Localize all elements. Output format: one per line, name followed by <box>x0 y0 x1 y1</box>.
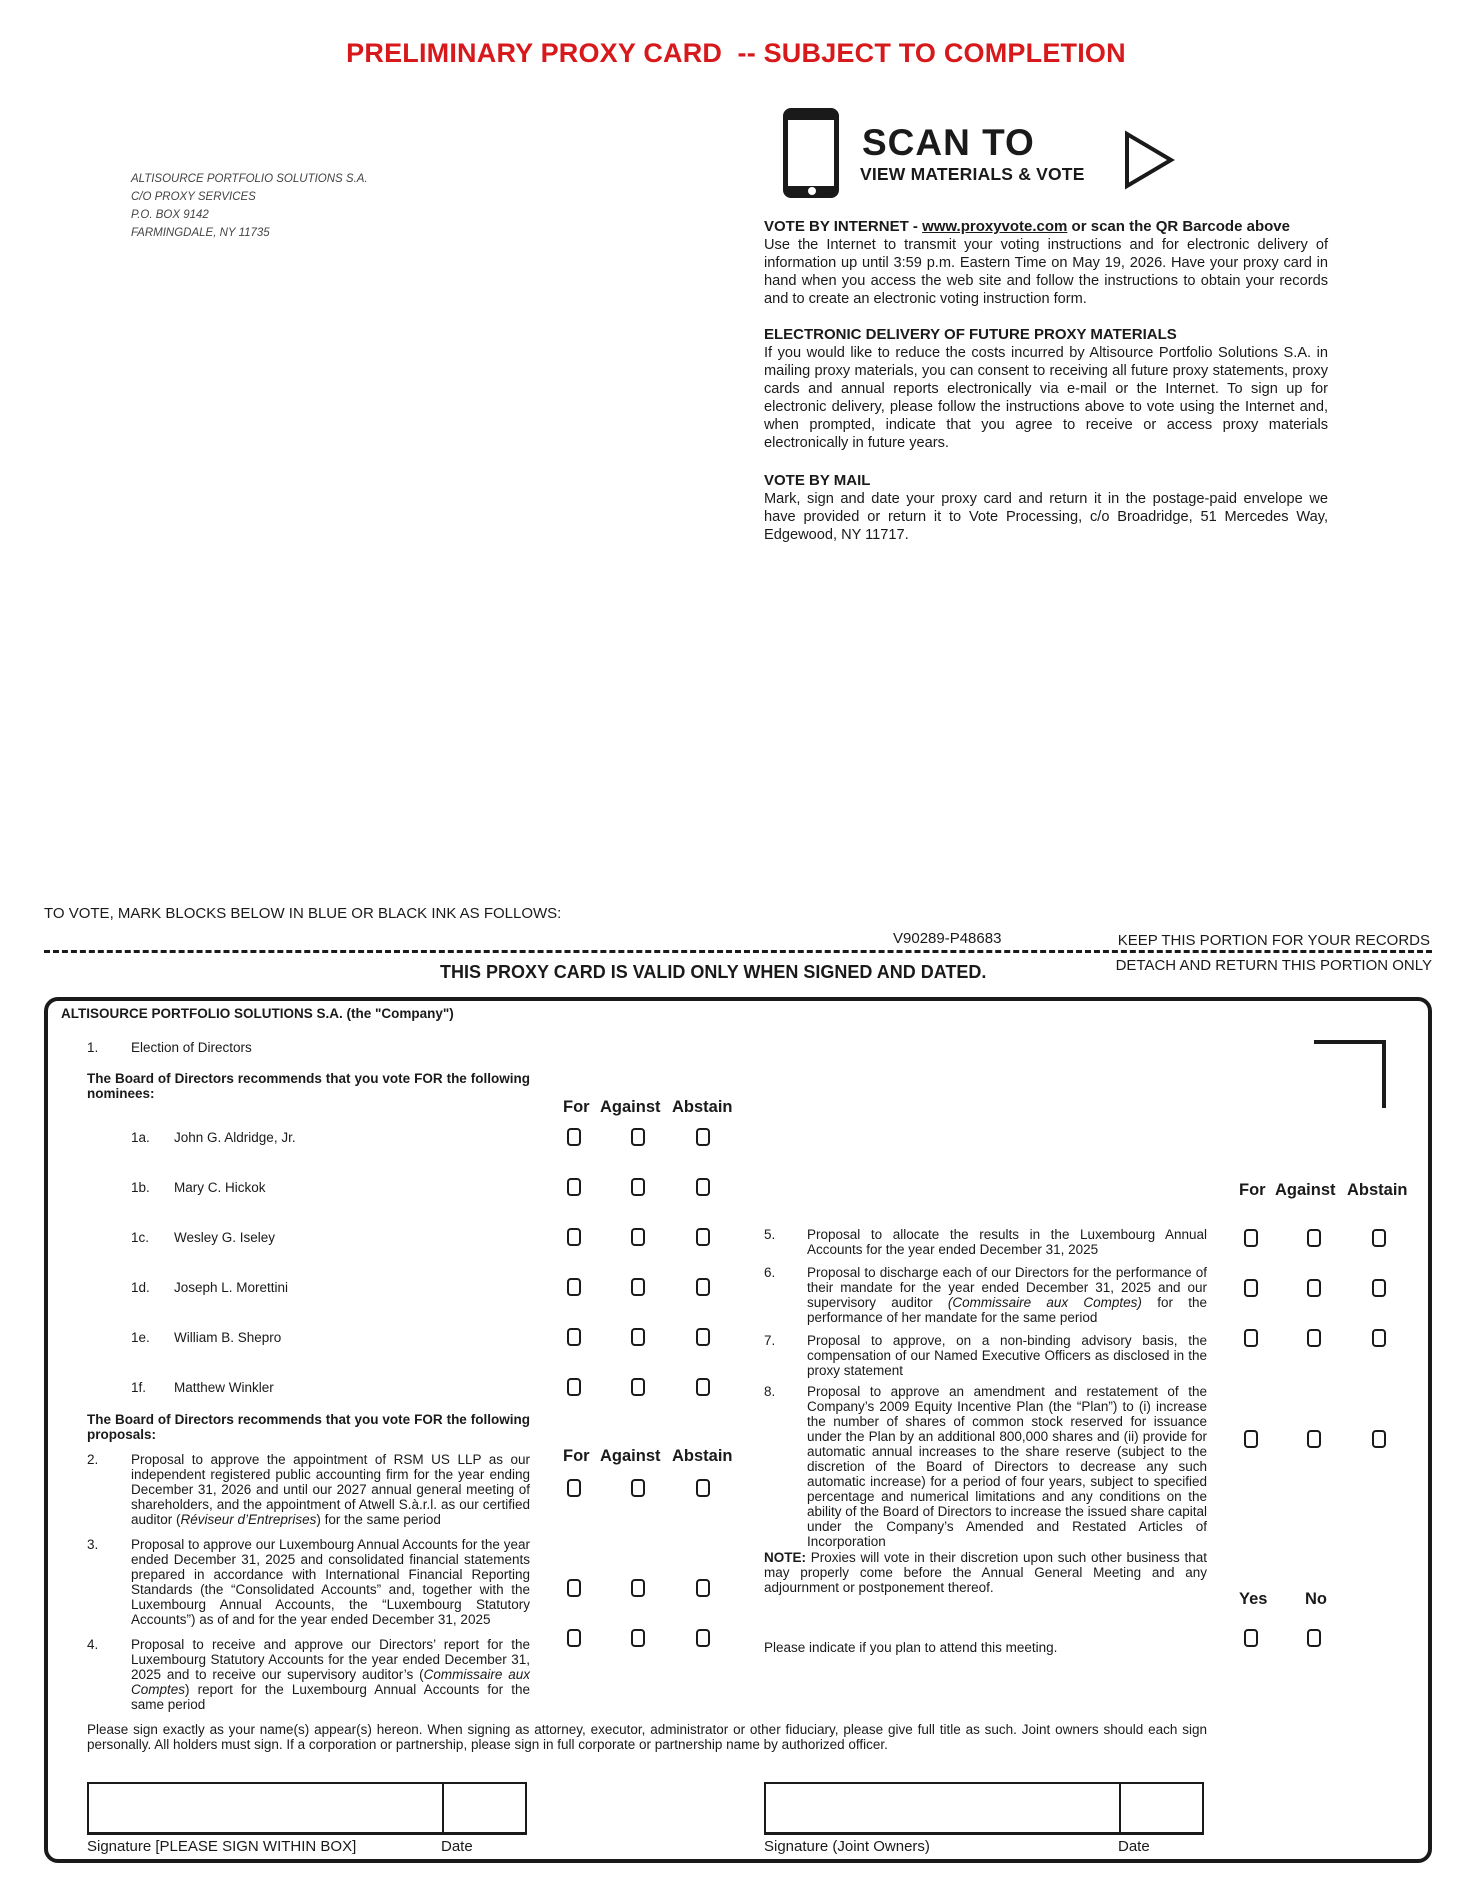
vote-abstain-checkbox[interactable] <box>696 1479 710 1497</box>
electronic-delivery-section <box>764 326 1328 452</box>
proposal-number: 5. <box>764 1227 776 1242</box>
attend-no-checkbox[interactable] <box>1307 1629 1321 1647</box>
vote-for-checkbox[interactable] <box>567 1479 581 1497</box>
nominee-number: 1a. <box>131 1130 150 1145</box>
vote-against-checkbox[interactable] <box>1307 1279 1321 1297</box>
proposal-3-text: Proposal to approve our Luxembourg Annual Accounts for the year ended December 31, 2025 and consolidated financial statements prepared in accordance with International Financial Reporting Standards (the “Consolidated Accounts” and, together with the Luxembourg Annual Accounts, the “Luxembourg Statutory Accounts”) as of and for the year ended December 31, 2025 <box>131 1537 530 1627</box>
col-for: For <box>563 1098 590 1116</box>
recommendation-proposals: The Board of Directors recommends that you vote FOR the following proposals: <box>87 1412 530 1442</box>
company-name: ALTISOURCE PORTFOLIO SOLUTIONS S.A. (the "Company") <box>61 1006 454 1021</box>
proposal-number: 4. <box>87 1637 99 1652</box>
page-title: PRELIMINARY PROXY CARD -- SUBJECT TO COMPLETION <box>346 38 1126 68</box>
vote-abstain-checkbox[interactable] <box>1372 1279 1386 1297</box>
address-line: P.O. BOX 9142 <box>131 209 209 221</box>
address-line: FARMINGDALE, NY 11735 <box>131 227 270 239</box>
proposal-2-text: Proposal to approve the appointment of RSM US LLP as our independent registered public accounting firm for the year ending December 31, 2026 and until our 2027 annual general meeting of shareholders, and the appointment of Atwell S.à.r.l. as our certified auditor (Réviseur d’Entreprises) for the same period <box>131 1452 530 1527</box>
vote-for-checkbox[interactable] <box>567 1228 581 1246</box>
nominee-number: 1f. <box>131 1380 147 1395</box>
electronic-delivery-body: If you would like to reduce the costs incurred by Altisource Portfolio Solutions S.A. in mailing proxy materials, you can consent to receiving all future proxy statements, proxy cards and annual reports electronically via e-mail or the Internet. To sign up for electronic delivery, please follow the instructions above to vote using the Internet and, when prompted, indicate that you agree to receive or access proxy materials electronically in future years. <box>764 345 1328 451</box>
col-against: Against <box>1275 1181 1336 1199</box>
col-for: For <box>1239 1181 1266 1199</box>
vote-for-checkbox[interactable] <box>567 1178 581 1196</box>
nominee-name: Matthew Winkler <box>174 1380 274 1395</box>
signature-box[interactable] <box>87 1782 527 1834</box>
return-address <box>131 170 368 242</box>
col-against: Against <box>600 1098 661 1116</box>
vote-against-checkbox[interactable] <box>631 1278 645 1296</box>
vote-against-checkbox[interactable] <box>1307 1430 1321 1448</box>
vote-against-checkbox[interactable] <box>631 1128 645 1146</box>
corner-mark <box>1314 1040 1386 1108</box>
vote-against-checkbox[interactable] <box>631 1629 645 1647</box>
col-yes: Yes <box>1239 1590 1268 1608</box>
vote-for-checkbox[interactable] <box>1244 1329 1258 1347</box>
proposal-8-text: Proposal to approve an amendment and restatement of the Company’s 2009 Equity Incentive Plan (the “Plan”) to (i) increase the number of shares of common stock reserved for issuance under the Plan by an additional 800,000 shares and (ii) provide for automatic annual increases to the share reserve (subject to the discretion of the Board of Directors to decrease any such automatic increase) for a period of four years, subject to specified percentage and numerical limitations and any conditions on the ability of the Board of Directors to increase the issued share capital under the Company’s Amended and Restated Articles of Incorporation <box>807 1384 1207 1549</box>
vote-for-checkbox[interactable] <box>1244 1430 1258 1448</box>
vote-mail-heading: VOTE BY MAIL <box>764 472 871 489</box>
signing-instructions: Please sign exactly as your name(s) appear(s) hereon. When signing as attorney, executor, administrator or other fiduciary, please give full title as such. Joint owners should each sign personally. All holders must sign. If a corporation or partnership, please sign in full corporate or partnership name by authorized officer. <box>87 1722 1207 1752</box>
vote-for-checkbox[interactable] <box>567 1128 581 1146</box>
scan-to-heading: SCAN TO <box>862 122 1035 163</box>
proposal-7-text: Proposal to approve, on a non-binding advisory basis, the compensation of our Named Executive Officers as disclosed in the proxy statement <box>807 1333 1207 1378</box>
vote-for-checkbox[interactable] <box>567 1278 581 1296</box>
vote-abstain-checkbox[interactable] <box>1372 1229 1386 1247</box>
vote-mail-body: Mark, sign and date your proxy card and return it in the postage-paid envelope we have provided or return it to Vote Processing, c/o Broadridge, 51 Mercedes Way, Edgewood, NY 11717. <box>764 491 1328 543</box>
vote-internet-heading: VOTE BY INTERNET - www.proxyvote.com or scan the QR Barcode above <box>764 218 1290 235</box>
marking-instructions: TO VOTE, MARK BLOCKS BELOW IN BLUE OR BLACK INK AS FOLLOWS: <box>44 905 562 922</box>
vote-abstain-checkbox[interactable] <box>696 1128 710 1146</box>
col-for: For <box>563 1447 590 1465</box>
play-arrow-icon <box>1123 130 1175 190</box>
vote-against-checkbox[interactable] <box>631 1579 645 1597</box>
nominee-number: 1d. <box>131 1280 150 1295</box>
smartphone-icon <box>783 108 839 198</box>
electronic-delivery-heading: ELECTRONIC DELIVERY OF FUTURE PROXY MATERIALS <box>764 326 1177 343</box>
vote-against-checkbox[interactable] <box>1307 1229 1321 1247</box>
nominee-number: 1b. <box>131 1180 150 1195</box>
vote-against-checkbox[interactable] <box>631 1479 645 1497</box>
detach-portion-label: DETACH AND RETURN THIS PORTION ONLY <box>1115 957 1432 974</box>
proposal-number: 8. <box>764 1384 776 1399</box>
vote-abstain-checkbox[interactable] <box>696 1228 710 1246</box>
proposal-6-text: Proposal to discharge each of our Directors for the performance of their mandate for the year ended December 31, 2025 and our supervisory auditor (Commissaire aux Comptes) for the performance of her mandate for the same period <box>807 1265 1207 1325</box>
vote-abstain-checkbox[interactable] <box>696 1278 710 1296</box>
control-code: V90289-P48683 <box>893 930 1002 947</box>
vote-internet-body: Use the Internet to transmit your voting instructions and for electronic delivery of information up until 3:59 p.m. Eastern Time on May 19, 2026. Have your proxy card in hand when you access the web site and follow the instructions to obtain your records and to create an electronic voting instruction form. <box>764 237 1328 307</box>
vote-for-checkbox[interactable] <box>1244 1279 1258 1297</box>
vote-against-checkbox[interactable] <box>631 1228 645 1246</box>
vote-against-checkbox[interactable] <box>631 1378 645 1396</box>
nominee-name: William B. Shepro <box>174 1330 282 1345</box>
address-line: C/O PROXY SERVICES <box>131 191 256 203</box>
valid-notice: THIS PROXY CARD IS VALID ONLY WHEN SIGNED AND DATED. <box>440 962 987 982</box>
proposal-5-text: Proposal to allocate the results in the Luxembourg Annual Accounts for the year ended December 31, 2025 <box>807 1227 1207 1257</box>
col-against: Against <box>600 1447 661 1465</box>
col-no: No <box>1305 1590 1327 1608</box>
proposal-number: 3. <box>87 1537 99 1552</box>
nominee-number: 1e. <box>131 1330 150 1345</box>
nominee-name: Wesley G. Iseley <box>174 1230 276 1245</box>
vote-against-checkbox[interactable] <box>631 1178 645 1196</box>
vote-for-checkbox[interactable] <box>567 1629 581 1647</box>
scan-subheading: VIEW MATERIALS & VOTE <box>860 164 1085 184</box>
detach-line <box>44 950 1432 953</box>
date-label: Date <box>441 1838 473 1855</box>
item-1-label: Election of Directors <box>131 1040 252 1055</box>
joint-signature-box[interactable] <box>764 1782 1204 1834</box>
proposal-number: 7. <box>764 1333 776 1348</box>
vote-by-mail-section <box>764 472 1328 544</box>
nominee-name: Joseph L. Morettini <box>174 1280 289 1295</box>
signature-label: Signature [PLEASE SIGN WITHIN BOX] <box>87 1838 357 1855</box>
recommendation-nominees: The Board of Directors recommends that you vote FOR the following nominees: <box>87 1071 530 1101</box>
vote-abstain-checkbox[interactable] <box>1372 1329 1386 1347</box>
nominee-number: 1c. <box>131 1230 150 1245</box>
vote-abstain-checkbox[interactable] <box>1372 1430 1386 1448</box>
vote-by-internet-section <box>764 218 1328 308</box>
col-abstain: Abstain <box>1347 1181 1408 1199</box>
date-label: Date <box>1118 1838 1150 1855</box>
vote-abstain-checkbox[interactable] <box>696 1178 710 1196</box>
attend-yes-checkbox[interactable] <box>1244 1629 1258 1647</box>
proposal-4-text: Proposal to receive and approve our Directors’ report for the Luxembourg Statutory Accounts for the year ended December 31, 2025 and to receive our supervisory auditor’s (Commissaire aux Comptes) report for the Luxembourg Annual Accounts for the same period <box>131 1637 531 1712</box>
vote-for-checkbox[interactable] <box>1244 1229 1258 1247</box>
attend-question: Please indicate if you plan to attend this meeting. <box>764 1640 1058 1655</box>
proxyvote-link[interactable]: www.proxyvote.com <box>922 218 1068 235</box>
vote-for-checkbox[interactable] <box>567 1579 581 1597</box>
address-line: ALTISOURCE PORTFOLIO SOLUTIONS S.A. <box>131 173 368 185</box>
col-abstain: Abstain <box>672 1098 733 1116</box>
vote-for-checkbox[interactable] <box>567 1378 581 1396</box>
vote-abstain-checkbox[interactable] <box>696 1629 710 1647</box>
vote-abstain-checkbox[interactable] <box>696 1579 710 1597</box>
proposal-number: 6. <box>764 1265 776 1280</box>
col-abstain: Abstain <box>672 1447 733 1465</box>
vote-abstain-checkbox[interactable] <box>696 1378 710 1396</box>
nominee-name: Mary C. Hickok <box>174 1180 266 1195</box>
note-text: NOTE: Proxies will vote in their discretion upon such other business that may properly come before the Annual General Meeting and any adjournment or postponement thereof. <box>764 1550 1207 1595</box>
vote-for-checkbox[interactable] <box>567 1328 581 1346</box>
item-1-number: 1. <box>87 1040 99 1055</box>
keep-portion-label: KEEP THIS PORTION FOR YOUR RECORDS <box>1117 932 1430 949</box>
vote-against-checkbox[interactable] <box>1307 1329 1321 1347</box>
vote-against-checkbox[interactable] <box>631 1328 645 1346</box>
joint-signature-label: Signature (Joint Owners) <box>764 1838 930 1855</box>
proposal-number: 2. <box>87 1452 99 1467</box>
vote-abstain-checkbox[interactable] <box>696 1328 710 1346</box>
nominee-name: John G. Aldridge, Jr. <box>174 1130 296 1145</box>
